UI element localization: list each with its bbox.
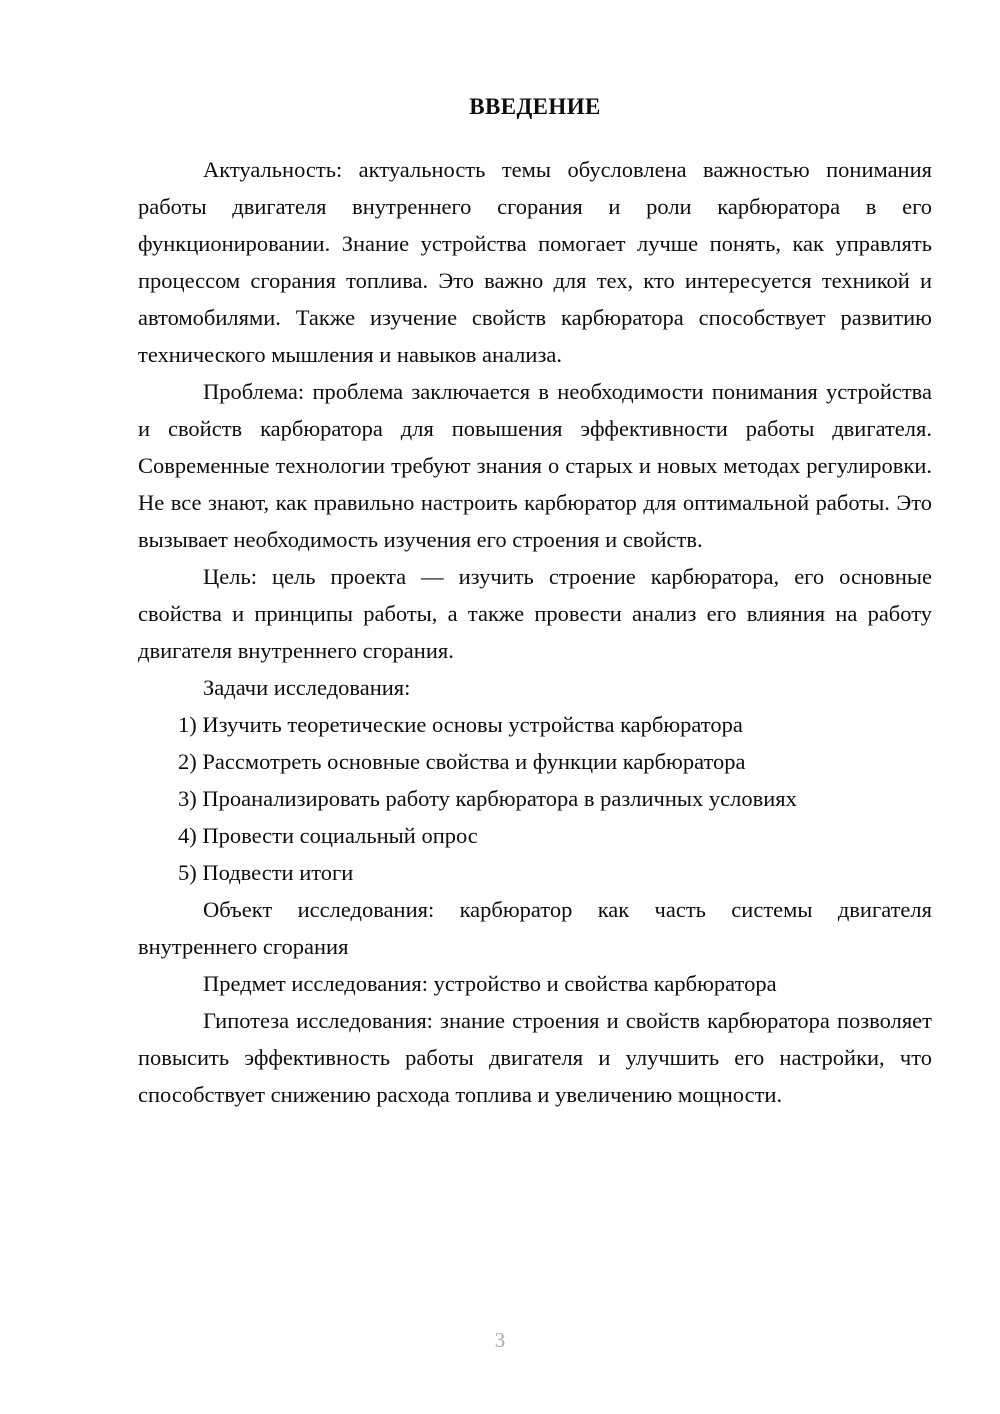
page-title: ВВЕДЕНИЕ [469,94,601,119]
paragraph-goal: Цель: цель проекта — изучить строение карбюратора, его основные свойства и принципы работы, а также провести анализ его влияния на работу двигателя внутреннего сгорания. [138,564,932,663]
tasks-list [138,706,932,891]
paragraph-problem: Проблема: проблема заключается в необходимости понимания устройства и свойств карбюратора для повышения эффективности работы двигателя. Современные технологии требуют знания о старых и новых методах регулировки. Не все знают, как правильно настроить карбюратор для оптимальной работы. Это вызывает необходимость изучения его строения и свойств. [138,379,932,552]
list-item: 3) Проанализировать работу карбюратора в различных условиях [178,786,797,811]
paragraph-object: Объект исследования: карбюратор как часть системы двигателя внутреннего сгорания [138,897,932,959]
paragraph-relevance: Актуальность: актуальность темы обусловлена важностью понимания работы двигателя внутреннего сгорания и роли карбюратора в его функционировании. Знание устройства помогает лучше понять, как управлять процессом сгорания топлива. Это важно для тех, кто интересуется техникой и автомобилями. Также изучение свойств карбюратора способствует развитию технического мышления и навыков анализа. [138,157,932,367]
document-body [138,88,932,1113]
tasks-heading: Задачи исследования: [203,675,411,700]
paragraph-subject: Предмет исследования: устройство и свойства карбюратора [203,971,777,996]
list-item: 1) Изучить теоретические основы устройства карбюратора [178,712,743,737]
paragraph-hypothesis: Гипотеза исследования: знание строения и свойств карбюратора позволяет повысить эффективность работы двигателя и улучшить его настройки, что способствует снижению расхода топлива и увеличению мощности. [138,1008,932,1107]
list-item: 2) Рассмотреть основные свойства и функции карбюратора [178,749,746,774]
page-number: 3 [494,1328,506,1352]
list-item: 4) Провести социальный опрос [178,823,478,848]
list-item: 5) Подвести итоги [178,860,354,885]
